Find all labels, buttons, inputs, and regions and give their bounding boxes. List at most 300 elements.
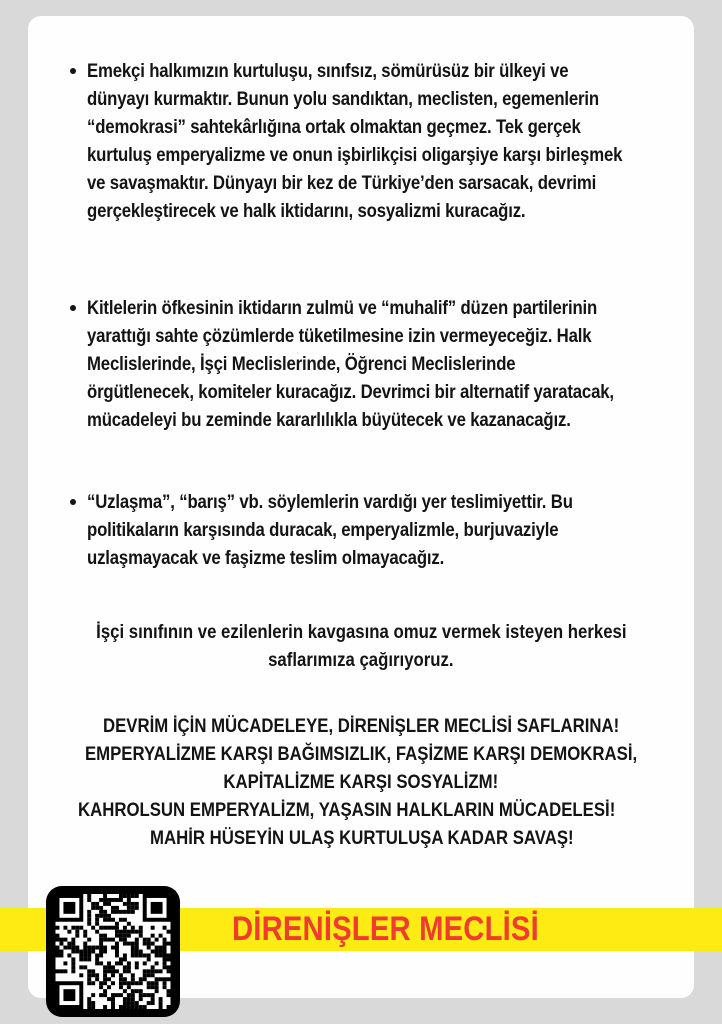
qr-module [147,957,151,961]
qr-module [119,898,123,902]
qr-module [151,1001,155,1005]
qr-module [127,961,131,965]
qr-module [163,965,167,969]
qr-module [87,997,91,1001]
qr-module [103,934,107,938]
qr-module [95,922,99,926]
bullet-dot-icon [70,499,76,505]
bullet-line: politikaların karşısında duracak, emperyalizmle, burjuvaziyle [87,519,559,541]
qr-module [56,926,60,930]
qr-module [135,989,139,993]
qr-module [155,953,159,957]
qr-module [135,981,139,985]
qr-module [159,997,163,1001]
qr-module [155,961,159,965]
qr-module [119,957,123,961]
qr-module [103,989,107,993]
qr-module [75,930,79,934]
qr-module [103,914,107,918]
qr-module [119,993,123,997]
qr-module [99,946,103,950]
qr-module [163,942,167,946]
qr-module [155,977,159,981]
qr-module [95,953,99,957]
qr-module [87,950,91,954]
qr-module [119,930,123,934]
qr-module [95,914,99,918]
qr-module [155,946,159,950]
qr-module [103,898,107,902]
qr-module [99,950,103,954]
qr-module [131,1005,135,1009]
bullet-line: dünyayı kurmaktır. Bunun yolu sandıktan, meclisten, egemenlerin [87,88,599,110]
qr-module [111,926,115,930]
qr-module [71,926,75,930]
qr-module [167,969,171,973]
qr-module [147,942,151,946]
qr-module [163,946,167,950]
qr-module [107,938,111,942]
qr-module [131,977,135,981]
qr-module [155,938,159,942]
qr-module [123,989,127,993]
qr-module [71,950,75,954]
qr-module [91,950,95,954]
slogan-line: KAPİTALİZME KARŞI SOSYALİZM! [223,771,499,793]
qr-module [115,946,119,950]
qr-module [71,969,75,973]
qr-module [67,946,71,950]
qr-module [99,906,103,910]
qr-module [63,969,67,973]
bullet-item [70,294,670,434]
bullet-line: gerçekleştirecek ve halk iktidarını, sosyalizmi kuracağız. [87,200,526,222]
qr-module [91,926,95,930]
qr-module [135,930,139,934]
qr-module [87,922,91,926]
qr-module [163,981,167,985]
qr-module [95,977,99,981]
qr-module [71,942,75,946]
qr-module [135,953,139,957]
qr-module [127,922,131,926]
qr-module [95,930,99,934]
qr-module [59,942,63,946]
qr-module [115,961,119,965]
bullet-line: Emekçi halkımızın kurtuluşu, sınıfsız, sömürüsüz bir ülkeyi ve [87,60,569,82]
qr-module [143,953,147,957]
qr-module [111,973,115,977]
qr-module [163,938,167,942]
qr-module [99,981,103,985]
qr-module [155,950,159,954]
qr-module [115,906,119,910]
qr-module [111,993,115,997]
qr-module [75,950,79,954]
qr-module [79,926,83,930]
qr-module [143,973,147,977]
qr-module [167,993,171,997]
qr-module [107,977,111,981]
qr-module [119,938,123,942]
qr-module [123,942,127,946]
qr-module [115,922,119,926]
qr-module [91,993,95,997]
qr-module [115,969,119,973]
qr-module [139,950,143,954]
bullet-line: “Uzlaşma”, “barış” vb. söylemlerin vardığı yer teslimiyettir. Bu [87,491,573,513]
qr-module [135,894,139,898]
qr-module [67,942,71,946]
qr-module [56,950,60,954]
qr-module [127,1001,131,1005]
qr-module [159,1001,163,1005]
qr-module [83,934,87,938]
qr-module [123,926,127,930]
qr-module [131,910,135,914]
qr-module [119,973,123,977]
qr-module [167,965,171,969]
qr-module [75,946,79,950]
qr-code-pattern [55,894,171,1009]
qr-module [139,953,143,957]
qr-module [87,1005,91,1009]
qr-module [131,942,135,946]
qr-module [111,938,115,942]
qr-module [99,910,103,914]
qr-module [123,918,127,922]
qr-module [87,918,91,922]
qr-module [111,969,115,973]
qr-module [135,938,139,942]
qr-module [163,977,167,981]
bullet-dot-icon [70,68,76,74]
qr-module [151,942,155,946]
qr-module [56,969,60,973]
qr-module [103,894,107,898]
qr-module [83,957,87,961]
qr-module [123,953,127,957]
qr-module [155,969,159,973]
bullet-line: ve savaşmaktır. Dünyayı bir kez de Türkiye’den sarsacak, devrimi [87,172,597,194]
qr-module [127,965,131,969]
qr-module [139,1005,143,1009]
qr-module [167,953,171,957]
qr-module [131,997,135,1001]
qr-module [56,946,60,950]
qr-module [91,969,95,973]
qr-module [135,961,139,965]
qr-module [127,981,131,985]
qr-module [119,910,123,914]
qr-module [111,1001,115,1005]
qr-module [87,957,91,961]
qr-module [119,934,123,938]
qr-module [111,898,115,902]
qr-module [91,946,95,950]
qr-code-icon[interactable] [46,886,180,1017]
slogan-line: MAHİR HÜSEYİN ULAŞ KURTULUŞA KADAR SAVAŞ! [150,827,574,849]
slogans [28,712,694,852]
qr-module [99,914,103,918]
qr-module [103,969,107,973]
qr-module [151,985,155,989]
qr-module [139,930,143,934]
qr-module [71,965,75,969]
qr-module [87,910,91,914]
qr-module [147,1001,151,1005]
qr-module [127,910,131,914]
qr-module [79,965,83,969]
qr-module [131,953,135,957]
qr-finder [63,989,75,1001]
qr-module [151,981,155,985]
qr-module [95,973,99,977]
qr-module [167,1005,171,1009]
qr-module [63,961,67,965]
qr-module [87,981,91,985]
qr-module [155,989,159,993]
qr-module [123,1001,127,1005]
qr-module [63,938,67,942]
bullet-item [70,488,670,572]
qr-module [119,894,123,898]
qr-module [83,953,87,957]
qr-module [115,926,119,930]
qr-module [127,934,131,938]
qr-module [131,946,135,950]
qr-module [119,977,123,981]
slogan-line: EMPERYALİZME KARŞI BAĞIMSIZLIK, FAŞİZME KARŞI DEMOKRASİ, [84,743,638,765]
qr-module [163,985,167,989]
qr-finder [63,902,75,914]
qr-module [103,910,107,914]
bullet-line: mücadeleyi bu zeminde kararlılıkla büyütecek ve kazanacağız. [87,409,571,431]
qr-module [163,950,167,954]
qr-module [131,894,135,898]
qr-module [155,985,159,989]
qr-module [127,993,131,997]
bullet-line: yarattığı sahte çözümlerde tüketilmesine izin vermeyeceğiz. Halk [87,325,592,347]
qr-module [159,946,163,950]
qr-module [139,926,143,930]
qr-module [63,946,67,950]
qr-module [151,934,155,938]
qr-module [107,961,111,965]
qr-module [103,946,107,950]
qr-module [79,950,83,954]
qr-module [56,938,60,942]
qr-module [103,926,107,930]
qr-module [155,981,159,985]
bullet-line: uzlaşmayacak ve faşizme teslim olmayacağız. [87,547,445,569]
qr-module [147,981,151,985]
qr-module [135,965,139,969]
qr-module [143,942,147,946]
qr-module [103,938,107,942]
qr-module [159,969,163,973]
qr-module [151,969,155,973]
qr-finder [151,902,163,914]
qr-module [107,926,111,930]
qr-module [103,918,107,922]
qr-module [139,934,143,938]
qr-module [151,950,155,954]
qr-module [143,993,147,997]
qr-module [151,997,155,1001]
qr-module [143,961,147,965]
qr-module [123,969,127,973]
qr-module [135,950,139,954]
qr-module [59,953,63,957]
qr-module [111,997,115,1001]
qr-module [87,953,91,957]
qr-module [71,946,75,950]
qr-module [115,942,119,946]
qr-module [95,906,99,910]
qr-module [63,926,67,930]
qr-module [107,969,111,973]
qr-module [119,961,123,965]
slogan-line: KAHROLSUN EMPERYALİZM, YAŞASIN HALKLARIN MÜCADELESİ! [78,799,616,821]
qr-module [91,981,95,985]
qr-module [123,910,127,914]
qr-module [111,910,115,914]
bullet-line: “demokrasi” sahtekârlığına ortak olmaktan geçmez. Tek gerçek [87,116,581,138]
qr-module [103,977,107,981]
qr-module [107,918,111,922]
qr-module [143,938,147,942]
qr-module [159,950,163,954]
slogan-line: DEVRİM İÇİN MÜCADELEYE, DİRENİŞLER MECLİSİ SAFLARINA! [102,715,620,737]
qr-module [147,973,151,977]
qr-module [71,938,75,942]
qr-module [99,985,103,989]
qr-module [163,957,167,961]
qr-module [123,977,127,981]
qr-module [99,934,103,938]
qr-module [139,981,143,985]
qr-module [127,969,131,973]
qr-module [139,989,143,993]
qr-module [59,969,63,973]
qr-module [159,934,163,938]
qr-module [107,965,111,969]
qr-module [83,930,87,934]
qr-module [147,985,151,989]
qr-module [167,977,171,981]
qr-module [111,965,115,969]
qr-module [91,1001,95,1005]
qr-module [107,898,111,902]
qr-module [107,985,111,989]
qr-module [127,985,131,989]
qr-module [135,1005,139,1009]
qr-module [147,993,151,997]
qr-module [115,953,119,957]
qr-module [167,957,171,961]
qr-module [75,934,79,938]
qr-module [135,946,139,950]
qr-module [123,997,127,1001]
qr-module [67,953,71,957]
bullet-line: örgütlenecek, komiteler kuracağız. Devrimci bir alternatif yaratacak, [87,381,614,403]
qr-module [131,902,135,906]
qr-module [103,981,107,985]
bullet-line: Kitlelerin öfkesinin iktidarın zulmü ve “muhalif” düzen partilerinin [87,297,598,319]
qr-module [103,1005,107,1009]
organization-title: DİRENİŞLER MECLİSİ [232,910,539,948]
qr-module [103,993,107,997]
qr-module [87,946,91,950]
qr-module [147,969,151,973]
qr-module [107,914,111,918]
qr-module [95,961,99,965]
qr-module [87,938,91,942]
qr-module [163,961,167,965]
qr-module [67,930,71,934]
qr-module [107,902,111,906]
qr-module [151,973,155,977]
qr-module [167,989,171,993]
qr-module [143,977,147,981]
qr-module [111,981,115,985]
qr-module [135,942,139,946]
qr-module [87,914,91,918]
qr-module [83,946,87,950]
qr-module [131,926,135,930]
qr-module [127,906,131,910]
qr-module [123,894,127,898]
qr-module [159,953,163,957]
qr-module [79,953,83,957]
qr-module [111,1005,115,1009]
qr-module [123,902,127,906]
qr-module [123,957,127,961]
qr-module [83,965,87,969]
qr-module [99,993,103,997]
qr-module [139,993,143,997]
qr-module [115,934,119,938]
qr-module [91,906,95,910]
qr-module [91,1005,95,1009]
appeal-line: İşçi sınıfının ve ezilenlerin kavgasına omuz vermek isteyen herkesi [95,621,627,643]
qr-module [167,942,171,946]
bullet-line: Meclislerinde, İşçi Meclislerinde, Öğrenci Meclislerinde [87,353,516,375]
qr-module [99,942,103,946]
qr-module [99,898,103,902]
qr-module [115,993,119,997]
qr-module [131,950,135,954]
qr-module [143,969,147,973]
qr-module [151,926,155,930]
qr-module [139,997,143,1001]
qr-module [123,938,127,942]
qr-module [151,965,155,969]
qr-module [131,993,135,997]
qr-module [127,898,131,902]
qr-module [111,918,115,922]
qr-module [127,942,131,946]
qr-module [139,977,143,981]
qr-module [127,930,131,934]
qr-module [87,969,91,973]
qr-module [87,1001,91,1005]
qr-module [119,985,123,989]
qr-module [135,906,139,910]
call-to-action [28,618,694,674]
qr-module [71,961,75,965]
